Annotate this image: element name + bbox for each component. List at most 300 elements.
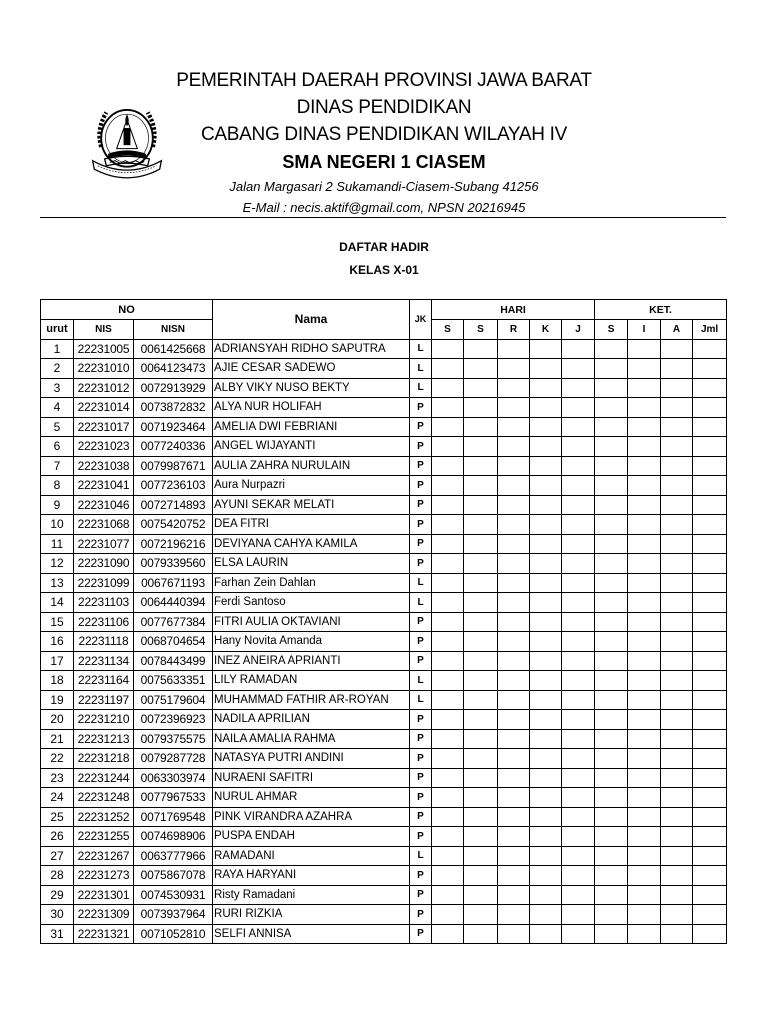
attendance-day-cell [562,729,595,749]
attendance-day-cell [530,690,562,710]
attendance-day-cell [530,456,562,476]
attendance-day-cell [562,807,595,827]
row-number: 23 [41,768,74,788]
attendance-summary-cell [693,515,727,535]
table-row [41,495,727,515]
header-ket-jumlah: Jml [693,320,727,340]
attendance-summary-cell [595,417,628,437]
row-nama: ALBY VIKY NUSO BEKTY [213,378,410,398]
attendance-day-cell [530,359,562,379]
attendance-summary-cell [693,612,727,632]
attendance-day-cell [562,495,595,515]
attendance-day-cell [464,632,498,652]
attendance-day-cell [464,339,498,359]
attendance-summary-cell [628,671,661,691]
attendance-summary-cell [661,905,693,925]
table-row [41,339,727,359]
row-nis: 22231197 [74,690,134,710]
attendance-summary-cell [595,788,628,808]
attendance-summary-cell [693,495,727,515]
attendance-day-cell [530,554,562,574]
row-number: 27 [41,846,74,866]
row-nama: LILY RAMADAN [213,671,410,691]
attendance-summary-cell [661,924,693,944]
row-jk: P [410,398,432,418]
attendance-summary-cell [693,885,727,905]
attendance-day-cell [432,339,464,359]
attendance-day-cell [562,339,595,359]
school-address: Jalan Margasari 2 Sukamandi-Ciasem-Subang 41256 [229,179,539,194]
row-nama: RAYA HARYANI [213,866,410,886]
attendance-day-cell [498,651,530,671]
row-nama: AMELIA DWI FEBRIANI [213,417,410,437]
attendance-summary-cell [595,632,628,652]
attendance-day-cell [562,612,595,632]
row-nama: Farhan Zein Dahlan [213,573,410,593]
attendance-summary-cell [595,593,628,613]
row-nisn: 0077967533 [134,788,213,808]
row-jk: P [410,456,432,476]
row-jk: P [410,905,432,925]
row-jk: P [410,749,432,769]
attendance-summary-cell [628,398,661,418]
row-jk: P [410,651,432,671]
attendance-day-cell [464,359,498,379]
attendance-day-cell [464,437,498,457]
attendance-day-cell [432,788,464,808]
row-nis: 22231273 [74,866,134,886]
row-nisn: 0074530931 [134,885,213,905]
attendance-day-cell [432,456,464,476]
attendance-day-cell [498,710,530,730]
attendance-summary-cell [628,612,661,632]
table-row [41,398,727,418]
row-jk: L [410,573,432,593]
attendance-summary-cell [628,749,661,769]
row-nisn: 0063303974 [134,768,213,788]
attendance-day-cell [464,495,498,515]
attendance-day-cell [464,768,498,788]
row-jk: P [410,417,432,437]
attendance-day-cell [498,905,530,925]
row-jk: P [410,885,432,905]
table-row [41,476,727,496]
row-nis: 22231012 [74,378,134,398]
attendance-day-cell [432,593,464,613]
row-number: 9 [41,495,74,515]
attendance-summary-cell [693,378,727,398]
attendance-day-cell [432,729,464,749]
attendance-day-cell [562,846,595,866]
attendance-summary-cell [628,476,661,496]
row-nama: NURUL AHMAR [213,788,410,808]
attendance-day-cell [498,690,530,710]
attendance-day-cell [498,924,530,944]
row-nisn: 0073937964 [134,905,213,925]
table-row [41,846,727,866]
attendance-day-cell [562,788,595,808]
attendance-day-cell [432,807,464,827]
row-number: 29 [41,885,74,905]
attendance-day-cell [464,456,498,476]
attendance-summary-cell [595,573,628,593]
attendance-day-cell [432,417,464,437]
row-number: 30 [41,905,74,925]
row-nis: 22231077 [74,534,134,554]
row-nis: 22231017 [74,417,134,437]
attendance-day-cell [562,378,595,398]
row-nis: 22231005 [74,339,134,359]
attendance-day-cell [464,866,498,886]
row-nama: AJIE CESAR SADEWO [213,359,410,379]
attendance-summary-cell [595,437,628,457]
attendance-day-cell [562,710,595,730]
row-nis: 22231248 [74,788,134,808]
row-nis: 22231321 [74,924,134,944]
attendance-summary-cell [693,359,727,379]
attendance-summary-cell [628,651,661,671]
attendance-day-cell [562,768,595,788]
row-nisn: 0072396923 [134,710,213,730]
table-row [41,788,727,808]
attendance-summary-cell [595,866,628,886]
row-nama: NADILA APRILIAN [213,710,410,730]
attendance-day-cell [432,612,464,632]
row-nisn: 0075179604 [134,690,213,710]
row-number: 18 [41,671,74,691]
table-row [41,554,727,574]
attendance-day-cell [530,905,562,925]
attendance-day-cell [498,671,530,691]
row-number: 14 [41,593,74,613]
row-nama: NATASYA PUTRI ANDINI [213,749,410,769]
table-row [41,885,727,905]
attendance-summary-cell [661,437,693,457]
row-number: 26 [41,827,74,847]
table-row [41,710,727,730]
attendance-summary-cell [595,807,628,827]
attendance-day-cell [562,437,595,457]
row-jk: P [410,495,432,515]
attendance-summary-cell [595,554,628,574]
row-nisn: 0072714893 [134,495,213,515]
row-number: 7 [41,456,74,476]
attendance-day-cell [562,905,595,925]
row-number: 6 [41,437,74,457]
row-nisn: 0077677384 [134,612,213,632]
row-nama: ADRIANSYAH RIDHO SAPUTRA [213,339,410,359]
attendance-summary-cell [661,417,693,437]
attendance-summary-cell [661,768,693,788]
header-ket-alpa: A [661,320,693,340]
row-nama: RAMADANI [213,846,410,866]
row-jk: P [410,710,432,730]
attendance-summary-cell [693,417,727,437]
header-nisn: NISN [134,320,213,340]
branch-office-name: CABANG DINAS PENDIDIKAN WILAYAH IV [200,124,567,145]
attendance-day-cell [562,866,595,886]
attendance-summary-cell [693,651,727,671]
attendance-day-cell [530,339,562,359]
attendance-day-cell [498,554,530,574]
attendance-summary-cell [595,534,628,554]
attendance-day-cell [498,768,530,788]
attendance-summary-cell [693,398,727,418]
row-jk: P [410,632,432,652]
row-jk: L [410,378,432,398]
attendance-summary-cell [595,456,628,476]
attendance-summary-cell [661,729,693,749]
row-jk: P [410,612,432,632]
attendance-day-cell [562,632,595,652]
attendance-day-cell [464,807,498,827]
row-nisn: 0072196216 [134,534,213,554]
attendance-day-cell [498,339,530,359]
attendance-summary-cell [628,378,661,398]
attendance-day-cell [498,378,530,398]
row-nisn: 0068704654 [134,632,213,652]
attendance-day-cell [432,749,464,769]
row-nisn: 0063777966 [134,846,213,866]
attendance-summary-cell [628,729,661,749]
attendance-day-cell [432,690,464,710]
attendance-summary-cell [628,417,661,437]
attendance-day-cell [530,768,562,788]
attendance-day-cell [498,846,530,866]
attendance-day-cell [562,593,595,613]
attendance-summary-cell [661,690,693,710]
row-nis: 22231090 [74,554,134,574]
attendance-summary-cell [628,846,661,866]
attendance-day-cell [498,749,530,769]
header-urut: urut [41,320,74,340]
row-nis: 22231267 [74,846,134,866]
row-jk: P [410,827,432,847]
attendance-day-cell [432,554,464,574]
table-row [41,827,727,847]
attendance-day-cell [530,632,562,652]
attendance-summary-cell [595,612,628,632]
row-jk: P [410,534,432,554]
attendance-summary-cell [693,456,727,476]
attendance-summary-cell [595,515,628,535]
table-row [41,359,727,379]
attendance-summary-cell [661,534,693,554]
attendance-day-cell [498,417,530,437]
attendance-day-cell [498,359,530,379]
attendance-summary-cell [693,671,727,691]
row-nisn: 0079287728 [134,749,213,769]
attendance-summary-cell [628,924,661,944]
attendance-day-cell [530,612,562,632]
row-nisn: 0071769548 [134,807,213,827]
attendance-day-cell [530,476,562,496]
row-nis: 22231041 [74,476,134,496]
attendance-summary-cell [595,476,628,496]
attendance-summary-cell [628,827,661,847]
row-nisn: 0077240336 [134,437,213,457]
row-nis: 22231164 [74,671,134,691]
row-number: 10 [41,515,74,535]
header-ket: KET. [595,300,727,320]
row-nis: 22231118 [74,632,134,652]
attendance-day-cell [464,515,498,535]
attendance-day-cell [498,866,530,886]
attendance-day-cell [498,885,530,905]
attendance-day-cell [498,534,530,554]
attendance-day-cell [432,846,464,866]
attendance-day-cell [432,827,464,847]
attendance-summary-cell [661,612,693,632]
attendance-summary-cell [628,768,661,788]
row-number: 4 [41,398,74,418]
attendance-summary-cell [661,827,693,847]
attendance-day-cell [464,846,498,866]
row-nis: 22231014 [74,398,134,418]
table-row [41,807,727,827]
attendance-day-cell [562,671,595,691]
row-number: 8 [41,476,74,496]
attendance-summary-cell [693,593,727,613]
row-jk: P [410,768,432,788]
attendance-day-cell [464,593,498,613]
row-number: 5 [41,417,74,437]
table-row [41,749,727,769]
row-nama: RURI RIZKIA [213,905,410,925]
table-row [41,729,727,749]
attendance-summary-cell [595,768,628,788]
attendance-day-cell [562,456,595,476]
attendance-day-cell [432,768,464,788]
attendance-day-cell [530,534,562,554]
attendance-table [40,299,727,944]
row-nama: Hany Novita Amanda [213,632,410,652]
attendance-summary-cell [595,905,628,925]
row-jk: L [410,671,432,691]
table-row [41,437,727,457]
attendance-day-cell [464,671,498,691]
attendance-day-cell [562,573,595,593]
attendance-summary-cell [693,749,727,769]
row-nisn: 0073872832 [134,398,213,418]
attendance-summary-cell [595,339,628,359]
attendance-summary-cell [693,437,727,457]
attendance-day-cell [464,788,498,808]
row-nisn: 0075420752 [134,515,213,535]
attendance-summary-cell [595,671,628,691]
attendance-day-cell [562,359,595,379]
header-day-senin: S [432,320,464,340]
attendance-summary-cell [693,632,727,652]
row-nis: 22231106 [74,612,134,632]
row-nisn: 0067671193 [134,573,213,593]
row-nama: PUSPA ENDAH [213,827,410,847]
attendance-summary-cell [661,476,693,496]
row-nis: 22231309 [74,905,134,925]
row-nama: DEA FITRI [213,515,410,535]
attendance-summary-cell [595,749,628,769]
attendance-day-cell [498,495,530,515]
row-nis: 22231301 [74,885,134,905]
attendance-summary-cell [693,710,727,730]
attendance-summary-cell [693,788,727,808]
attendance-summary-cell [693,554,727,574]
attendance-summary-cell [628,554,661,574]
attendance-day-cell [432,905,464,925]
attendance-day-cell [432,632,464,652]
attendance-summary-cell [661,359,693,379]
attendance-day-cell [498,807,530,827]
row-nama: ANGEL WIJAYANTI [213,437,410,457]
row-nisn: 0061425668 [134,339,213,359]
row-number: 17 [41,651,74,671]
row-nama: Aura Nurpazri [213,476,410,496]
attendance-summary-cell [661,378,693,398]
row-number: 21 [41,729,74,749]
attendance-day-cell [530,573,562,593]
row-nis: 22231213 [74,729,134,749]
table-row [41,612,727,632]
header-day-kamis: K [530,320,562,340]
row-nis: 22231023 [74,437,134,457]
attendance-summary-cell [693,729,727,749]
attendance-day-cell [498,827,530,847]
row-nama: INEZ ANEIRA APRIANTI [213,651,410,671]
attendance-day-cell [432,495,464,515]
attendance-day-cell [432,573,464,593]
attendance-day-cell [530,729,562,749]
table-row [41,573,727,593]
row-jk: P [410,515,432,535]
row-nis: 22231210 [74,710,134,730]
row-nis: 22231255 [74,827,134,847]
row-nisn: 0077236103 [134,476,213,496]
attendance-summary-cell [661,593,693,613]
attendance-summary-cell [693,534,727,554]
school-contact: E-Mail : necis.aktif@gmail.com, NPSN 20216945 [242,200,526,215]
table-row [41,593,727,613]
table-row [41,378,727,398]
attendance-day-cell [498,632,530,652]
attendance-summary-cell [693,846,727,866]
attendance-day-cell [498,573,530,593]
attendance-day-cell [432,924,464,944]
attendance-day-cell [530,593,562,613]
table-row [41,417,727,437]
attendance-summary-cell [628,690,661,710]
attendance-day-cell [464,573,498,593]
row-number: 20 [41,710,74,730]
table-row [41,515,727,535]
row-nama: ELSA LAURIN [213,554,410,574]
attendance-day-cell [464,378,498,398]
attendance-summary-cell [595,846,628,866]
header-hari: HARI [432,300,595,320]
attendance-summary-cell [693,924,727,944]
class-label: KELAS X-01 [349,263,419,277]
attendance-summary-cell [628,515,661,535]
table-row [41,866,727,886]
attendance-day-cell [464,476,498,496]
attendance-day-cell [530,885,562,905]
row-nis: 22231218 [74,749,134,769]
attendance-day-cell [498,729,530,749]
attendance-summary-cell [693,866,727,886]
attendance-day-cell [498,476,530,496]
row-nisn: 0075633351 [134,671,213,691]
row-jk: L [410,359,432,379]
row-nisn: 0071923464 [134,417,213,437]
